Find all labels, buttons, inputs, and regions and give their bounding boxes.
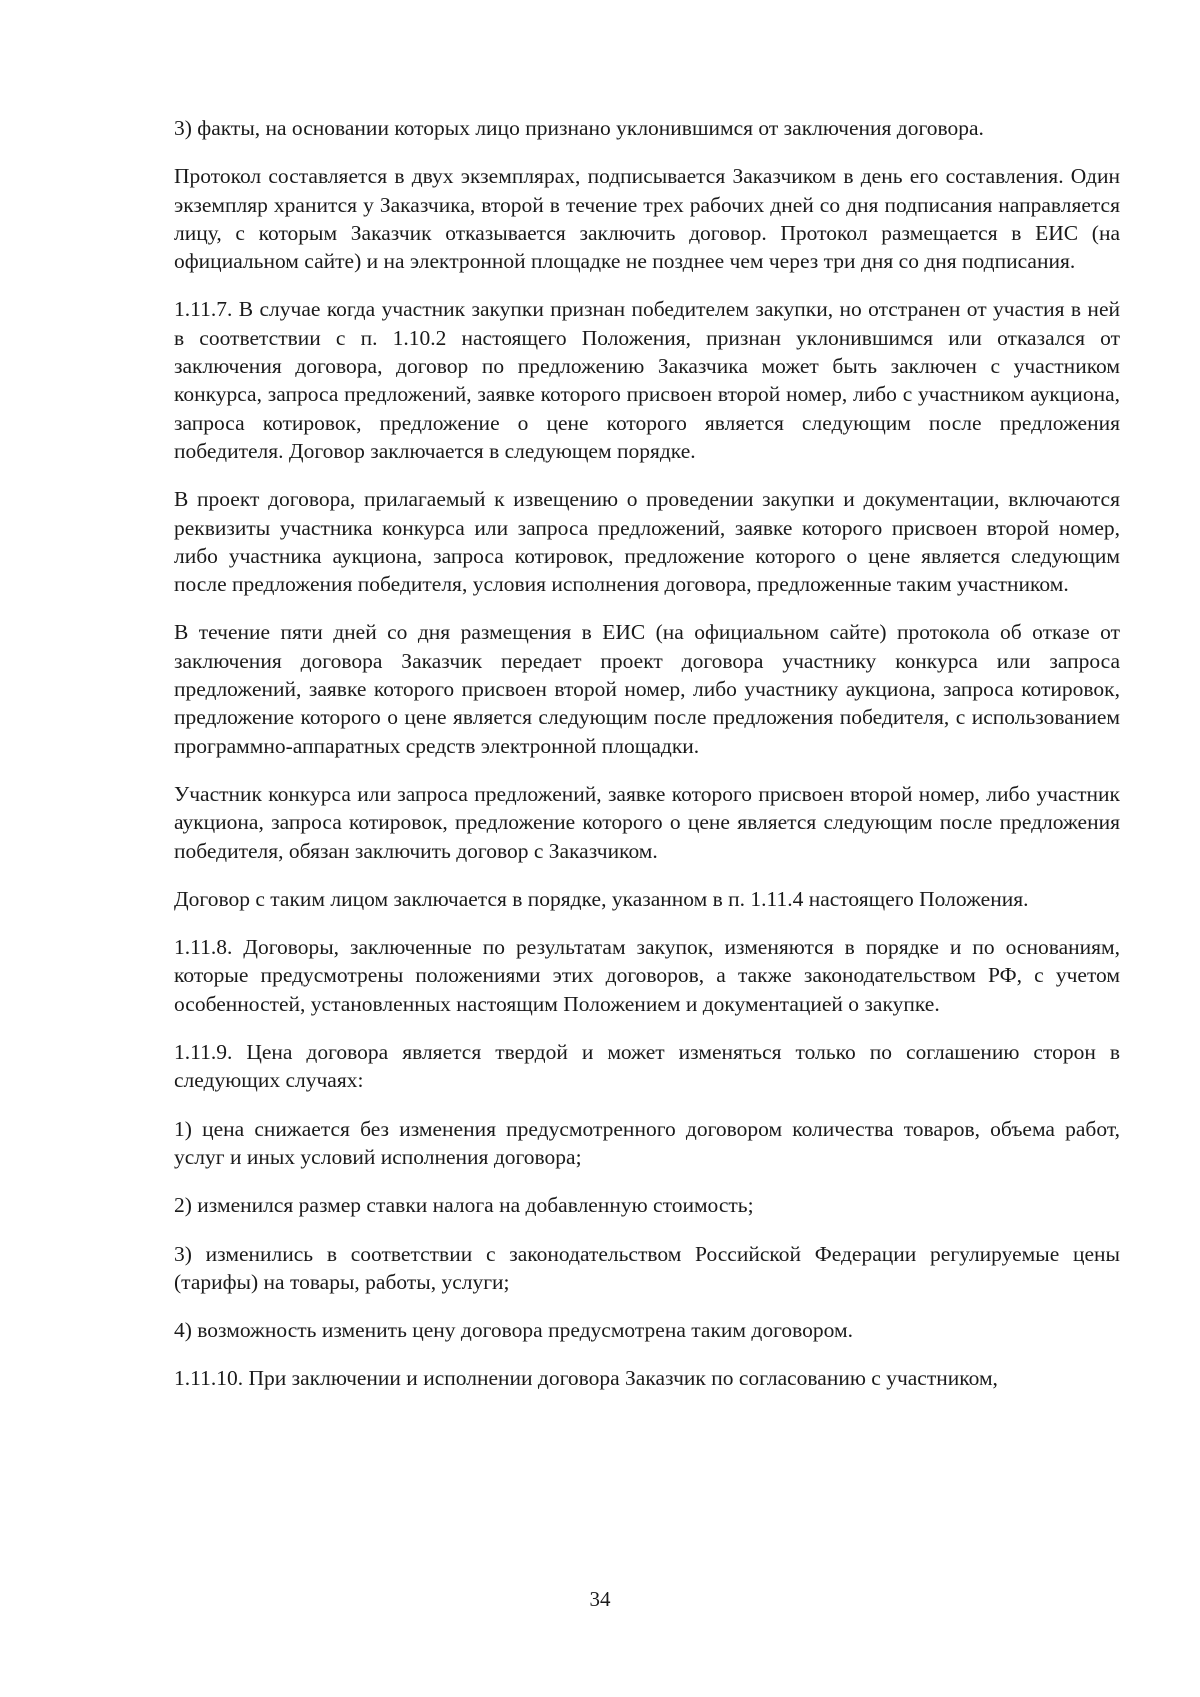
list-item-3-regulated-prices: 3) изменились в соответствии с законодательством Российской Федерации регулируемые цены (тарифы) на товары, работы, услуги; bbox=[174, 1241, 1120, 1294]
paragraph-protocol: Протокол составляется в двух экземплярах, подписывается Заказчиком в день его составления. Один экземпляр хранится у Заказчика, второй в течение трех рабочих дней со дня подписания направляется лицу, с которым Заказчик отказывается заключить договор. Протокол размещается в ЕИС (на официальном сайте) и на электронной площадке не позднее чем через три дня со дня подписания. bbox=[174, 164, 1120, 274]
paragraph-five-days: В течение пяти дней со дня размещения в ЕИС (на официальном сайте) протокола об отказе от заключения договора Заказчик передает проект договора участнику конкурса или запроса предложений, заявке которого присвоен второй номер, либо участнику аукциона, запроса котировок, предложение которого о цене является следующим после предложения победителя, с использованием программно-аппаратных средств электронной площадки. bbox=[174, 620, 1120, 758]
paragraph-1-11-10: 1.11.10. При заключении и исполнении договора Заказчик по согласованию с участником, bbox=[174, 1366, 998, 1391]
list-item-4-price-change-provision: 4) возможность изменить цену договора предусмотрена таким договором. bbox=[174, 1318, 853, 1343]
paragraph-contract-draft: В проект договора, прилагаемый к извещению о проведении закупки и документации, включаются реквизиты участника конкурса или запроса предложений, заявке которого присвоен второй номер, либо участника аукциона, запроса котировок, предложение которого о цене является следующим после предложения победителя, условия исполнения договора, предложенные таким участником. bbox=[174, 487, 1120, 597]
paragraph-second-participant: Участник конкурса или запроса предложений, заявке которого присвоен второй номер, либо участник аукциона, запроса котировок, предложение которого о цене является следующим после предложения победителя, обязан заключить договор с Заказчиком. bbox=[174, 781, 1120, 863]
list-item-1-price-decrease: 1) цена снижается без изменения предусмотренного договором количества товаров, объема работ, услуг и иных условий исполнения договора; bbox=[174, 1116, 1120, 1169]
list-item-2-vat-change: 2) изменился размер ставки налога на добавленную стоимость; bbox=[174, 1193, 754, 1218]
page-number: 34 bbox=[589, 1587, 611, 1611]
paragraph-3-facts: 3) факты, на основании которых лицо признано уклонившимся от заключения договора. bbox=[174, 116, 984, 140]
paragraph-1-11-9: 1.11.9. Цена договора является твердой и может изменяться только по соглашению сторон в следующих случаях: bbox=[174, 1040, 1120, 1093]
page-body bbox=[174, 114, 1120, 1413]
paragraph-contract-order: Договор с таким лицом заключается в порядке, указанном в п. 1.11.4 настоящего Положения. bbox=[174, 886, 1029, 911]
paragraph-1-11-7: 1.11.7. В случае когда участник закупки признан победителем закупки, но отстранен от участия в ней в соответствии с п. 1.10.2 настоящего Положения, признан уклонившимся или отказался от заключения договора, договор по предложению Заказчика может быть заключен с участником конкурса, запроса предложений, заявке которого присвоен второй номер, либо с участником аукциона, запроса котировок, предложение о цене которого является следующим после предложения победителя. Договор заключается в следующем порядке. bbox=[174, 297, 1120, 463]
paragraph-1-11-8: 1.11.8. Договоры, заключенные по результатам закупок, изменяются в порядке и по основаниям, которые предусмотрены положениями этих договоров, а также законодательством РФ, с учетом особенностей, установленных настоящим Положением и документацией о закупке. bbox=[174, 935, 1120, 1016]
